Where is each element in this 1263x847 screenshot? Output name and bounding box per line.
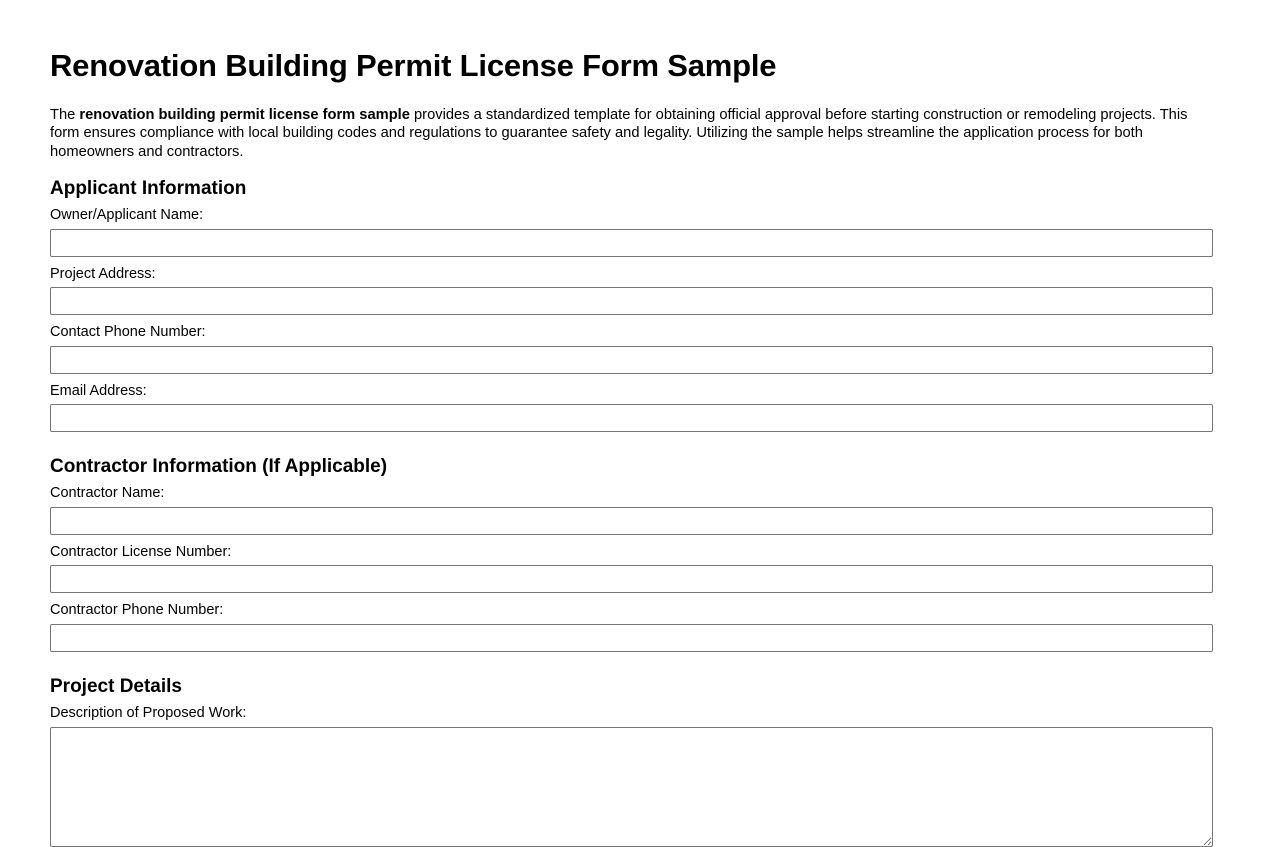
label-description-of-proposed-work: Description of Proposed Work: — [50, 705, 247, 722]
section-heading-applicant: Applicant Information — [50, 178, 247, 200]
label-contractor-phone-number: Contractor Phone Number: — [50, 602, 224, 619]
field-description-of-proposed-work — [50, 704, 1213, 847]
section-project-details — [50, 676, 1213, 847]
intro-paragraph — [50, 106, 1192, 162]
input-project-address[interactable] — [50, 287, 1213, 315]
field-contractor-name — [50, 484, 1213, 535]
intro-lead: The — [50, 106, 80, 123]
field-contact-phone-number — [50, 323, 1213, 374]
intro-rest: provides a standardized template for obtaining official approval before starting construction or remodeling projects. This form ensures compliance with local building codes and regulations to guarantee safety and legality. Utilizing the sample helps streamline the application process for both homeowners and contractors. — [50, 106, 1188, 161]
field-email-address — [50, 382, 1213, 433]
section-heading-contractor: Contractor Information (If Applicable) — [50, 456, 388, 478]
input-owner-applicant-name[interactable] — [50, 229, 1213, 257]
label-contact-phone-number: Contact Phone Number: — [50, 324, 206, 341]
field-owner-applicant-name — [50, 206, 1213, 257]
field-contractor-license-number — [50, 543, 1213, 594]
label-email-address: Email Address: — [50, 382, 147, 399]
label-contractor-name: Contractor Name: — [50, 485, 165, 502]
label-owner-applicant-name: Owner/Applicant Name: — [50, 207, 204, 224]
section-applicant-information — [50, 178, 1213, 432]
textarea-description-of-proposed-work[interactable] — [50, 727, 1213, 847]
page-title: Renovation Building Permit License Form Sample — [50, 48, 777, 83]
section-heading-project-details: Project Details — [50, 676, 182, 698]
label-contractor-license-number: Contractor License Number: — [50, 543, 232, 560]
input-email-address[interactable] — [50, 404, 1213, 432]
field-project-address — [50, 265, 1213, 316]
section-contractor-information — [50, 456, 1213, 652]
input-contact-phone-number[interactable] — [50, 346, 1213, 374]
input-contractor-phone-number[interactable] — [50, 624, 1213, 652]
input-contractor-name[interactable] — [50, 507, 1213, 535]
input-contractor-license-number[interactable] — [50, 565, 1213, 593]
intro-bold-term: renovation building permit license form sample — [79, 106, 410, 123]
label-project-address: Project Address: — [50, 265, 156, 282]
field-contractor-phone-number — [50, 601, 1213, 652]
